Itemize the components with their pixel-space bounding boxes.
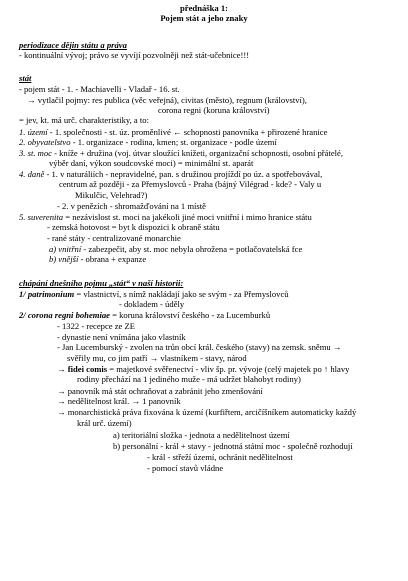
concept-term: 1/ patrimonium [19,289,75,299]
concept-sub-item: a) teritoriální složka - jednota a nedělitelnost území [113,430,290,440]
state-line: corona regni (koruna království) [158,105,270,115]
characteristic-text: - 1. v naturáliích - nepravidelné, pan. s družinou projíždí po úz. a spotřebovával, [44,169,323,179]
characteristic-text: centrum až později - za Přemyslovců - Praha (bájný Vilégrad - kde? - Valy u [59,179,322,189]
characteristic-term: a) vnitřní [49,244,82,254]
characteristic-text: - 2. v penězích - shromažďování na 1 místě [57,201,206,211]
concept-term: 2/ corona regni bohemiae [19,310,110,320]
characteristic-term: 1. území [19,127,48,137]
characteristic-item [19,148,343,158]
characteristic-text: výběr daní, výkon soudcovské moci) = minimální st. aparát [49,158,254,168]
characteristic-text: - rané státy - centralizované monarchie [47,233,181,243]
characteristic-term: 2. obyvatelstvo [19,137,71,147]
concept-text: = koruna království českého - za Lucemburků [109,310,271,320]
section-heading-state: stát [19,73,32,83]
concept-text: = majetkové svěřenectví - vliv šp. pr. vývoje (celý majetek po ↑ hlavy [107,364,350,374]
characteristic-item [19,212,312,222]
concept-item [19,289,289,299]
periodization-line: - kontinuální vývoj; právo se vyvíjí pozvolněji než stát-učebnice!!! [19,50,250,60]
concept-line: rodiny přechází na 1 jediného muže - má udržet blahobyt rodiny) [77,374,301,384]
characteristic-text: - zabezpečit, aby st. moc nebyla ohrožena = potlačovatelská fce [81,244,303,254]
characteristic-text: - 1. organizace - rodina, kmen; st. organizace - podle území [70,137,277,147]
concept-term: fidei comis [67,364,108,374]
concept-arrow-line: → panovník má stát ochraňovat a zabránit jeho zmenšování [57,386,263,396]
characteristic-term: 4. daně [19,169,45,179]
characteristic-text: - obrana + expanze [78,254,147,264]
state-line: - pojem stát - 1. - Machiavelli - Vladař - 16. st. [19,84,180,94]
characteristic-term: 5. suverenita [19,212,64,222]
characteristic-term: b) vnější [49,254,79,264]
characteristic-term: 3. st. moc [19,148,52,158]
section-heading-periodization: periodizace dějin státu a práva [19,40,127,50]
concept-arrow-line: → nedělitelnost král. → 1 panovník [57,396,181,406]
state-line: = jev, kt. má urč. charakteristiky, a to: [19,115,149,125]
characteristic-item [49,244,302,254]
concept-arrow-line: král urč. území) [77,418,132,428]
concept-line: - Jan Lucemburský - zvolen na trůn obcí král. českého (stavy) na zemsk. sněmu → [57,342,342,352]
concept-item [19,310,270,320]
page-title: Pojem stát a jeho znaky [160,13,248,23]
characteristic-text: = nezávislost st. moci na jakékoli jiné moci vnitřní i mimo hranice státu [63,212,312,222]
concept-item: → fidei comis = majetkové svěřenectví - vliv šp. pr. vývoje (celý majetek po ↑ hlavy [57,364,350,374]
concept-arrow-line: → monarchistická práva fixována k území (kurfiřtem, arcičíšníkem automaticky každý [57,407,357,417]
characteristic-item [19,127,327,137]
concept-sub: - dokladem - úděly [119,299,185,309]
section-heading-concept: chápání dnešního pojmu „stát“ v naší historii: [19,278,184,288]
characteristic-text: - 1. společnosti - st. úz. proměnlivé ← schopnosti panovníka + přirozené hranice [47,127,328,137]
state-line: → vytlačil pojmy: res publica (věc veřejná), civitas (město), regnum (království), [27,95,307,105]
concept-text: = vlastnictví, s nímž nakládají jako se svým - za Přemyslovců [74,289,289,299]
characteristic-item [49,254,146,264]
concept-sub-item: - král - střeží území, ochránit nedělitelnost [147,452,293,462]
characteristic-item [19,169,322,179]
characteristic-text: Mikulčic, Velehrad?) [75,190,148,200]
concept-sub-item: b) personální - král + stavy - jednotná státní moc - společně rozhodují [113,441,353,451]
characteristic-item [19,137,277,147]
characteristic-text: - kníže + družina (voj. útvar sloužící knížeti, organizační schopnosti, osobní přátelé, [51,148,344,158]
concept-line: svěřily mu, co jim patří → vlastníkem - stavy, národ [67,353,247,363]
concept-line: - 1322 - recepce ze ZE [57,321,136,331]
concept-sub-item: - pomocí stavů vládne [147,463,224,473]
lecture-number: přednáška 1: [180,3,228,13]
concept-line: - dynastie není vnímána jako vlastník [57,332,186,342]
characteristic-text: - zemská hotovost = byt k dispozici k obraně státu [47,222,220,232]
